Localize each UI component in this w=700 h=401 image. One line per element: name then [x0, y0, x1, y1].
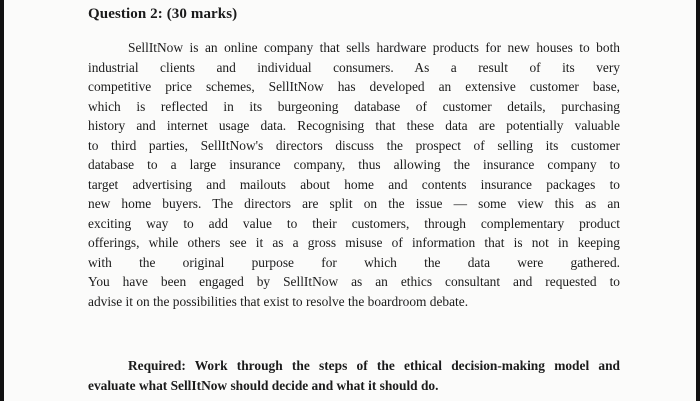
body-line: competitive price schemes, SellItNow has developed an extensive customer base, — [88, 79, 620, 94]
required-line: Required: Work through the steps of the ethical decision-making model and — [128, 358, 620, 373]
right-page-edge — [696, 0, 700, 401]
body-line: advise it on the possibilities that exist to resolve the boardroom debate. — [88, 293, 469, 309]
body-line: exciting way to add value to their customers, through complementary product — [88, 215, 620, 231]
body-line: which is reflected in its burgeoning database of customer details, purchasing — [88, 98, 620, 114]
left-page-edge — [0, 0, 4, 401]
required-task — [88, 356, 620, 395]
body-line: You have been engaged by SellItNow as an ethics consultant and requested to — [88, 274, 620, 289]
body-line: offerings, while others see it as a gross misuse of information that is not in keeping — [88, 235, 620, 250]
question-heading: Question 2: (30 marks) — [88, 6, 238, 22]
body-line: industrial clients and individual consumers. As a result of its very — [88, 59, 620, 75]
body-line: new home buyers. The directors are split on the issue — some view this as an — [88, 196, 620, 211]
question-body — [88, 38, 620, 311]
body-line: to third parties, SellItNow's directors discuss the prospect of selling its customer — [88, 137, 620, 153]
body-line: SellItNow is an online company that sells hardware products for new houses to both — [128, 40, 620, 55]
body-line: target advertising and mailouts about home and contents insurance packages to — [88, 176, 620, 192]
required-line: evaluate what SellItNow should decide and what it should do. — [88, 377, 439, 393]
body-line: database to a large insurance company, thus allowing the insurance company to — [88, 157, 620, 172]
body-line: history and internet usage data. Recognising that these data are potentially valuable — [88, 118, 620, 133]
body-line: with the original purpose for which the data were gathered. — [88, 254, 620, 270]
